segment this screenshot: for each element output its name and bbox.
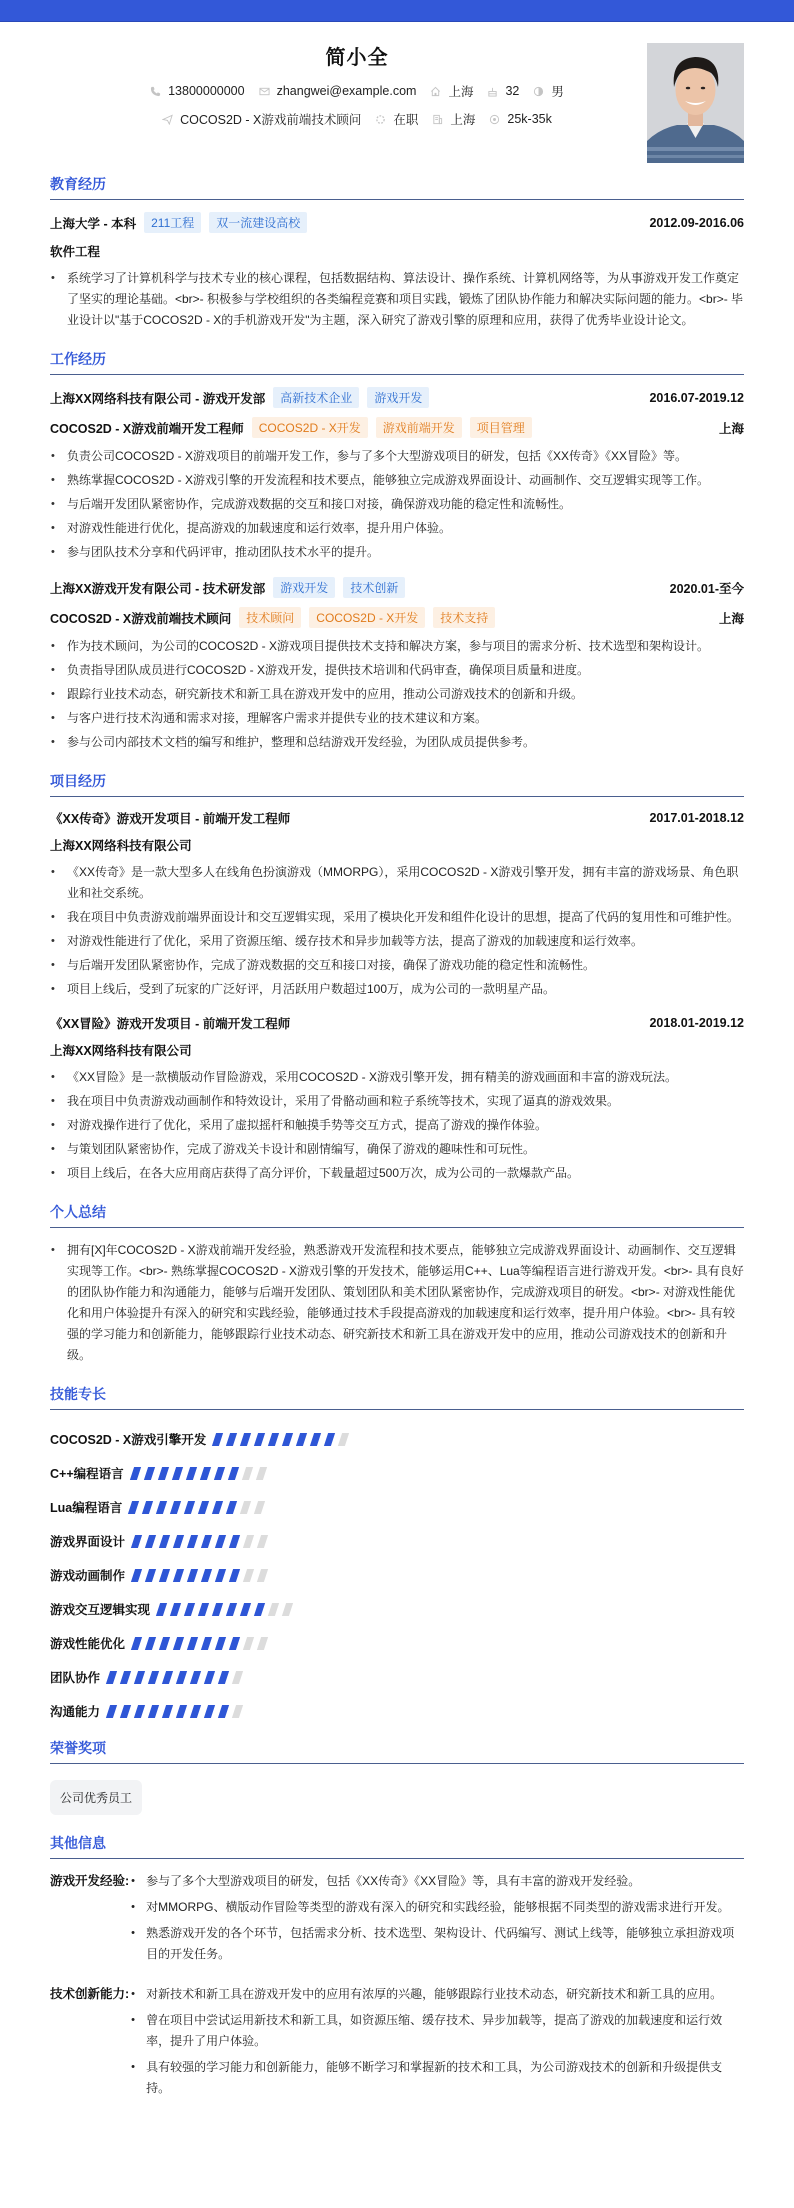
skill-segment-filled: [229, 1535, 240, 1548]
skill-level-bar: [130, 1501, 270, 1514]
company-name: 上海XX网络科技有限公司 - 游戏开发部: [50, 391, 266, 406]
skill-level-bar: [132, 1467, 272, 1480]
skill-segment-filled: [176, 1705, 187, 1718]
skill-segment-filled: [131, 1535, 142, 1548]
project-date: 2017.01-2018.12: [649, 811, 744, 825]
skills-section: [50, 1384, 744, 1728]
skill-segment-empty: [254, 1501, 265, 1514]
skill-segment-filled: [172, 1467, 183, 1480]
skill-segment-filled: [162, 1671, 173, 1684]
other-bullets: [129, 1984, 744, 2104]
job-bullet: • 参与团队技术分享和代码评审，推动团队技术水平的提升。: [50, 542, 744, 563]
other-bullets: [129, 1871, 744, 1970]
skill-segment-filled: [170, 1603, 181, 1616]
project-bullet: • 与策划团队紧密协作，完成了游戏关卡设计和剧情编写，确保了游戏的趣味性和可玩性。: [50, 1139, 744, 1160]
position-tag: COCOS2D - X开发: [252, 417, 368, 438]
mail-icon: [259, 86, 270, 97]
skill-segment-filled: [204, 1705, 215, 1718]
skill-segment-filled: [159, 1569, 170, 1582]
job-entry: [50, 387, 744, 563]
skill-segment-filled: [214, 1467, 225, 1480]
skill-row: [50, 1422, 744, 1456]
skill-row: [50, 1660, 744, 1694]
skill-segment-filled: [128, 1501, 139, 1514]
skill-level-bar: [214, 1433, 354, 1446]
skill-segment-filled: [254, 1433, 265, 1446]
skill-segment-empty: [232, 1671, 243, 1684]
skill-segment-filled: [145, 1569, 156, 1582]
skill-segment-filled: [156, 1501, 167, 1514]
send-icon: [162, 114, 173, 125]
skill-segment-filled: [204, 1671, 215, 1684]
skill-segment-filled: [170, 1501, 181, 1514]
skill-segment-empty: [240, 1501, 251, 1514]
skill-name: 游戏动画制作: [50, 1569, 126, 1583]
skill-segment-filled: [184, 1603, 195, 1616]
skill-level-bar: [158, 1603, 298, 1616]
summary-section: [50, 1202, 744, 1366]
skill-segment-filled: [215, 1535, 226, 1548]
skill-row: [50, 1558, 744, 1592]
skill-segment-filled: [120, 1705, 131, 1718]
job-city: 上海: [718, 421, 744, 436]
cake-icon: [487, 86, 498, 97]
skill-segment-filled: [159, 1637, 170, 1650]
project-bullet: • 项目上线后，受到了玩家的广泛好评，月活跃用户数超过100万，成为公司的一款明星产品。: [50, 979, 744, 1000]
skill-segment-filled: [142, 1501, 153, 1514]
age-info: 32: [487, 84, 519, 98]
skill-segment-filled: [324, 1433, 335, 1446]
other-block-innovation: [50, 1984, 744, 2104]
top-accent-bar: [0, 0, 794, 22]
skill-row: [50, 1524, 744, 1558]
skill-segment-empty: [243, 1569, 254, 1582]
skill-segment-filled: [212, 1603, 223, 1616]
company-name: 上海XX游戏开发有限公司 - 技术研发部: [50, 581, 266, 596]
other-bullet: • 对新技术和新工具在游戏开发中的应用有浓厚的兴趣，能够跟踪行业技术动态，研究新技术和新工具的应用。: [129, 1984, 744, 2005]
section-title-skills: 技能专长: [50, 1384, 744, 1410]
project-bullet: • 对游戏操作进行了优化，采用了虚拟摇杆和触摸手势等交互方式，提高了游戏的操作体验。: [50, 1115, 744, 1136]
skill-segment-filled: [229, 1637, 240, 1650]
skill-segment-empty: [242, 1467, 253, 1480]
project-bullet: • 我在项目中负责游戏前端界面设计和交互逻辑实现，采用了模块化开发和组件化设计的思想，提高了代码的复用性和可维护性。: [50, 907, 744, 928]
skill-segment-filled: [218, 1671, 229, 1684]
education-description: [50, 268, 744, 331]
status-icon: [375, 114, 386, 125]
skill-row: [50, 1626, 744, 1660]
other-section: [50, 1833, 744, 2104]
skill-segment-filled: [131, 1569, 142, 1582]
skill-segment-filled: [212, 1501, 223, 1514]
other-bullet: • 曾在项目中尝试运用新技术和新工具，如资源压缩、缓存技术、异步加载等，提高了游戏的加载速度和运行效率，提升了用户体验。: [129, 2010, 744, 2052]
award-badge: 公司优秀员工: [50, 1780, 142, 1815]
skill-segment-empty: [243, 1535, 254, 1548]
other-label: 游戏开发经验:: [50, 1874, 130, 1888]
education-bullet: • 系统学习了计算机科学与技术专业的核心课程，包括数据结构、算法设计、操作系统、计算机网络等，为从事游戏开发工作奠定了坚实的理论基础。<br>- 积极参与学校组织的各类编程竞赛和项目实践，锻炼了团队协作能力和解决实际问题的能力。<br>- 毕业设计以"基于COCOS2D - X的手机游戏开发"为主题，深入研究了游戏引擎的原理和应用，获得了优秀毕业设计论文。: [50, 268, 744, 331]
education-row: [50, 212, 744, 233]
section-title-work: 工作经历: [50, 349, 744, 375]
skill-level-bar: [133, 1535, 273, 1548]
skill-segment-empty: [257, 1569, 268, 1582]
skill-segment-filled: [186, 1467, 197, 1480]
candidate-name: 简小全: [325, 47, 389, 69]
skill-segment-empty: [232, 1705, 243, 1718]
project-bullets: [50, 1067, 744, 1184]
summary-text: • 拥有[X]年COCOS2D - X游戏前端开发经验，熟悉游戏开发流程和技术要点，能够独立完成游戏界面设计、动画制作、交互逻辑实现等工作。<br>- 熟练掌握COCOS2D - X游戏引擎的开发技术，能够运用C++、Lua等编程语言进行游戏开发。<br>- 具有良好的团队协作能力和沟通能力，能够与后端开发团队、策划团队和美术团队紧密协作，完成游戏项目的研发。<br>- 对游戏性能优化和用户体验提升有深入的研究和实践经验，能够通过技术手段提高游戏的加载速度和运行效率，提升用户体验。<br>- 具有较强的学习能力和创新能力，能够跟踪行业技术动态、研究新技术和新工具在游戏开发中的应用，推动公司游戏技术的创新和升级。: [50, 1240, 744, 1366]
skill-segment-filled: [145, 1535, 156, 1548]
company-tag: 游戏开发: [273, 577, 335, 598]
skill-segment-empty: [256, 1467, 267, 1480]
skill-level-bar: [133, 1569, 273, 1582]
skill-level-bar: [133, 1637, 273, 1650]
skill-segment-filled: [184, 1501, 195, 1514]
skill-segment-empty: [338, 1433, 349, 1446]
section-title-summary: 个人总结: [50, 1202, 744, 1228]
skill-level-bar: [108, 1705, 248, 1718]
skill-row: [50, 1694, 744, 1728]
skill-name: 沟通能力: [50, 1705, 101, 1719]
skill-segment-filled: [120, 1671, 131, 1684]
position-tag: 技术顾问: [239, 607, 301, 628]
project-date: 2018.01-2019.12: [649, 1016, 744, 1030]
project-name: 《XX冒险》游戏开发项目 - 前端开发工程师: [50, 1017, 291, 1031]
building-icon: [432, 114, 443, 125]
job-bullets: [50, 636, 744, 753]
other-bullet: • 具有较强的学习能力和创新能力，能够不断学习和掌握新的技术和工具，为公司游戏技术的创新和升级提供支持。: [129, 2057, 744, 2099]
company-tag: 技术创新: [343, 577, 405, 598]
skill-segment-filled: [162, 1705, 173, 1718]
skill-name: 游戏性能优化: [50, 1637, 126, 1651]
skill-row: [50, 1456, 744, 1490]
other-block-experience: [50, 1871, 744, 1970]
position-tag: 游戏前端开发: [376, 417, 462, 438]
phone-info: 13800000000: [150, 84, 244, 98]
skill-segment-filled: [240, 1433, 251, 1446]
other-bullet: • 熟悉游戏开发的各个环节，包括需求分析、技术选型、架构设计、代码编写、测试上线等，能够独立承担游戏项目的开发任务。: [129, 1923, 744, 1965]
skill-level-bar: [108, 1671, 248, 1684]
project-company: 上海XX网络科技有限公司: [50, 1044, 192, 1058]
job-bullet: • 熟练掌握COCOS2D - X游戏引擎的开发流程和技术要点，能够独立完成游戏界面设计、动画制作、交互逻辑实现等工作。: [50, 470, 744, 491]
section-title-other: 其他信息: [50, 1833, 744, 1859]
other-bullet: • 参与了多个大型游戏项目的研发，包括《XX传奇》《XX冒险》等，具有丰富的游戏开发经验。: [129, 1871, 744, 1892]
skill-segment-filled: [130, 1467, 141, 1480]
skill-segment-filled: [187, 1637, 198, 1650]
skill-name: Lua编程语言: [50, 1501, 123, 1515]
job-date: 2020.01-至今: [669, 581, 744, 596]
skill-segment-filled: [226, 1433, 237, 1446]
skill-segment-filled: [173, 1535, 184, 1548]
project-bullet: • 《XX传奇》是一款大型多人在线角色扮演游戏（MMORPG），采用COCOS2D - X游戏引擎开发，拥有丰富的游戏场景、角色职业和社交系统。: [50, 862, 744, 904]
skill-segment-filled: [228, 1467, 239, 1480]
skill-segment-filled: [173, 1569, 184, 1582]
skill-segment-filled: [156, 1603, 167, 1616]
skill-segment-filled: [226, 1603, 237, 1616]
project-bullet: • 与后端开发团队紧密协作，完成了游戏数据的交互和接口对接，确保了游戏功能的稳定性和流畅性。: [50, 955, 744, 976]
skill-segment-filled: [201, 1637, 212, 1650]
skill-segment-filled: [215, 1637, 226, 1650]
awards-section: [50, 1738, 744, 1815]
job-position: COCOS2D - X游戏前端开发工程师: [50, 421, 244, 436]
job-bullet: • 对游戏性能进行优化，提高游戏的加载速度和运行效率，提升用户体验。: [50, 518, 744, 539]
other-bullet: • 对MMORPG、横版动作冒险等类型的游戏有深入的研究和实践经验，能够根据不同类型的游戏需求进行开发。: [129, 1897, 744, 1918]
skill-segment-filled: [145, 1637, 156, 1650]
skill-segment-filled: [134, 1705, 145, 1718]
skill-segment-filled: [240, 1603, 251, 1616]
gender-info: 男: [533, 82, 564, 100]
job-bullets: [50, 446, 744, 563]
skill-segment-filled: [218, 1705, 229, 1718]
job-status-info: 在职: [375, 110, 418, 128]
skill-name: COCOS2D - X游戏引擎开发: [50, 1433, 207, 1447]
skill-segment-filled: [131, 1637, 142, 1650]
education-section: [50, 174, 744, 331]
skill-row: [50, 1592, 744, 1626]
home-icon: [430, 86, 441, 97]
skill-name: 游戏交互逻辑实现: [50, 1603, 151, 1617]
contact-row-2: [0, 110, 714, 128]
location-info: 上海: [430, 82, 473, 100]
position-tag: 项目管理: [470, 417, 532, 438]
phone-icon: [150, 86, 161, 97]
skill-segment-filled: [134, 1671, 145, 1684]
summary-list: [50, 1240, 744, 1366]
job-bullet: • 负责指导团队成员进行COCOS2D - X游戏开发，提供技术培训和代码审查，确保项目质量和进度。: [50, 660, 744, 681]
project-bullets: [50, 862, 744, 1000]
major: 软件工程: [50, 245, 101, 259]
skill-segment-filled: [229, 1569, 240, 1582]
skill-segment-filled: [106, 1671, 117, 1684]
salary-info: 25k-35k: [489, 112, 551, 126]
projects-section: [50, 771, 744, 1184]
job-bullet: • 负责公司COCOS2D - X游戏项目的前端开发工作，参与了多个大型游戏项目的研发，包括《XX传奇》《XX冒险》等。: [50, 446, 744, 467]
project-bullet: • 《XX冒险》是一款横版动作冒险游戏，采用COCOS2D - X游戏引擎开发，拥有精美的游戏画面和丰富的游戏玩法。: [50, 1067, 744, 1088]
target-position-info: COCOS2D - X游戏前端技术顾问: [162, 110, 361, 128]
project-name: 《XX传奇》游戏开发项目 - 前端开发工程师: [50, 812, 291, 826]
skill-segment-filled: [215, 1569, 226, 1582]
skill-row: [50, 1490, 744, 1524]
skill-segment-filled: [158, 1467, 169, 1480]
skill-segment-empty: [257, 1535, 268, 1548]
gender-icon: [533, 86, 544, 97]
skill-segment-empty: [257, 1637, 268, 1650]
skill-segment-empty: [243, 1637, 254, 1650]
skill-segment-filled: [201, 1535, 212, 1548]
section-title-education: 教育经历: [50, 174, 744, 200]
resume-header: [0, 22, 794, 172]
skill-segment-filled: [200, 1467, 211, 1480]
project-entry: [50, 809, 744, 1000]
profile-photo: [647, 43, 744, 163]
job-bullet: • 作为技术顾问，为公司的COCOS2D - X游戏项目提供技术支持和解决方案，参与项目的需求分析、技术选型和架构设计。: [50, 636, 744, 657]
project-bullet: • 项目上线后，在各大应用商店获得了高分评价，下载量超过500万次，成为公司的一款爆款产品。: [50, 1163, 744, 1184]
skill-segment-filled: [254, 1603, 265, 1616]
skill-segment-filled: [282, 1433, 293, 1446]
skill-segment-filled: [144, 1467, 155, 1480]
salary-icon: [489, 114, 500, 125]
position-tag: 技术支持: [433, 607, 495, 628]
company-tag: 高新技术企业: [273, 387, 359, 408]
skill-segment-filled: [268, 1433, 279, 1446]
skill-segment-empty: [282, 1603, 293, 1616]
skill-segment-filled: [187, 1569, 198, 1582]
school-name: 上海大学 - 本科: [50, 216, 137, 231]
project-bullet: • 对游戏性能进行了优化，采用了资源压缩、缓存技术和异步加载等方法，提高了游戏的加载速度和运行效率。: [50, 931, 744, 952]
skill-segment-filled: [159, 1535, 170, 1548]
skill-segment-empty: [268, 1603, 279, 1616]
work-section: [50, 349, 744, 753]
skill-segment-filled: [310, 1433, 321, 1446]
skill-segment-filled: [148, 1671, 159, 1684]
skill-segment-filled: [201, 1569, 212, 1582]
skill-segment-filled: [198, 1501, 209, 1514]
target-city-info: 上海: [432, 110, 475, 128]
section-title-projects: 项目经历: [50, 771, 744, 797]
contact-row-1: [0, 82, 714, 100]
company-tag: 游戏开发: [367, 387, 429, 408]
skill-name: C++编程语言: [50, 1467, 124, 1481]
skill-segment-filled: [106, 1705, 117, 1718]
skills-list: [50, 1422, 744, 1728]
job-date: 2016.07-2019.12: [649, 390, 744, 405]
section-title-awards: 荣誉奖项: [50, 1738, 744, 1764]
job-position: COCOS2D - X游戏前端技术顾问: [50, 611, 232, 626]
skill-segment-filled: [148, 1705, 159, 1718]
skill-segment-filled: [187, 1535, 198, 1548]
project-entry: [50, 1014, 744, 1184]
resume-body: [0, 174, 794, 2104]
skill-name: 团队协作: [50, 1671, 101, 1685]
skill-segment-filled: [190, 1671, 201, 1684]
email-info: zhangwei@example.com: [259, 84, 417, 98]
job-bullet: • 与客户进行技术沟通和需求对接，理解客户需求并提供专业的技术建议和方案。: [50, 708, 744, 729]
skill-segment-filled: [226, 1501, 237, 1514]
skill-segment-filled: [198, 1603, 209, 1616]
job-bullet: • 与后端开发团队紧密协作，完成游戏数据的交互和接口对接，确保游戏功能的稳定性和流畅性。: [50, 494, 744, 515]
skill-segment-filled: [190, 1705, 201, 1718]
project-bullet: • 我在项目中负责游戏动画制作和特效设计，采用了骨骼动画和粒子系统等技术，实现了逼真的游戏效果。: [50, 1091, 744, 1112]
school-tag: 211工程: [144, 212, 201, 233]
skill-segment-filled: [173, 1637, 184, 1650]
skill-name: 游戏界面设计: [50, 1535, 126, 1549]
job-entry: [50, 577, 744, 753]
position-tag: COCOS2D - X开发: [309, 607, 425, 628]
job-bullet: • 参与公司内部技术文档的编写和维护，整理和总结游戏开发经验，为团队成员提供参考。: [50, 732, 744, 753]
job-bullet: • 跟踪行业技术动态，研究新技术和新工具在游戏开发中的应用，推动公司游戏技术的创新和升级。: [50, 684, 744, 705]
job-city: 上海: [718, 611, 744, 626]
education-date: 2012.09-2016.06: [649, 215, 744, 230]
skill-segment-filled: [296, 1433, 307, 1446]
skill-segment-filled: [212, 1433, 223, 1446]
other-label: 技术创新能力:: [50, 1987, 130, 2001]
project-company: 上海XX网络科技有限公司: [50, 839, 192, 853]
skill-segment-filled: [176, 1671, 187, 1684]
school-tag: 双一流建设高校: [209, 212, 307, 233]
